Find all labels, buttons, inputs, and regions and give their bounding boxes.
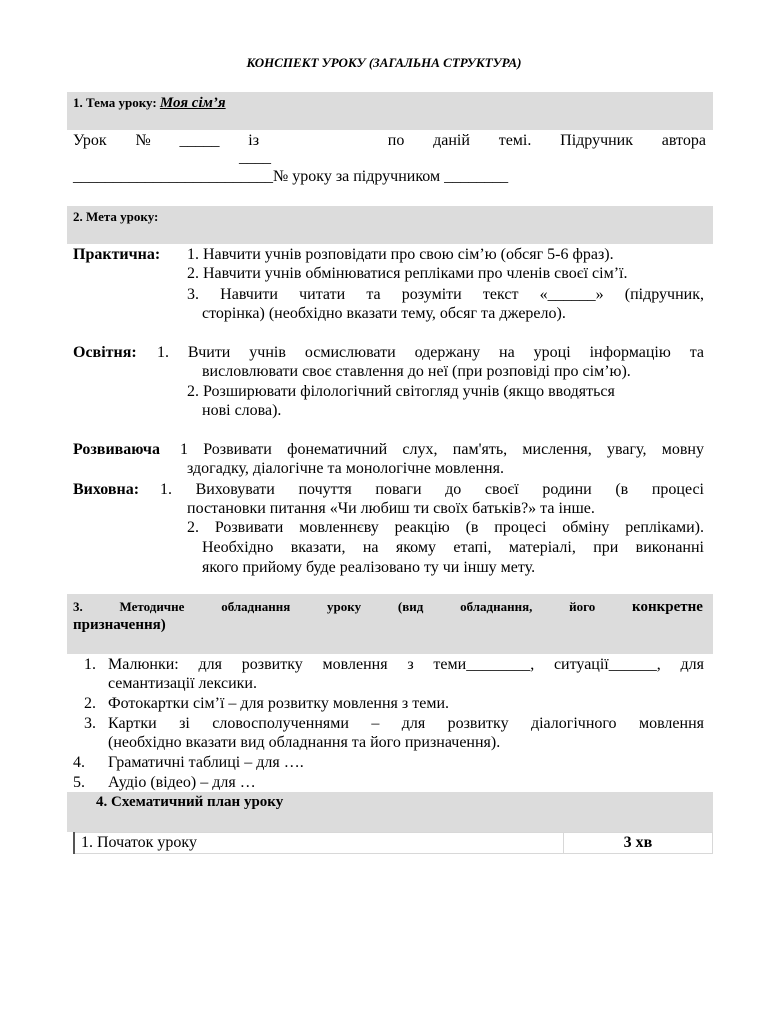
practical-item-2: 2. Навчити учнів обмінюватися репліками про членів своєї сім’ї. [187,265,628,282]
section-3-label-cont: призначення) [73,617,166,633]
practical-item-1: 1. Навчити учнів розповідати про свою сім’ю (обсяг 5-6 фраз). [187,246,614,263]
textbook-line: _________________________№ уроку за підручником ________ [73,168,509,185]
educational-item-1-cont: висловлювати своє ставлення до неї (при розповіді про сім’ю). [202,363,631,380]
section-2-header [67,206,713,244]
upbringing-item-1-cont: постановки питання «Чи любиш ти своїх батьків?» та інше. [187,500,595,517]
equipment-item-1-cont: семантизації лексики. [108,675,257,692]
section-4-label: 4. Схематичний план уроку [96,794,284,810]
equipment-item-3: Картки зі словосполученнями – для розвитку діалогічного мовлення [108,715,704,732]
upbringing-label: Виховна: [73,481,140,498]
equipment-item-3-cont: (необхідно вказати вид обладнання та його призначення). [108,734,501,751]
upbringing-item-2-cont: Необхідно вказати, на якому етапі, матеріалі, при виконанні [202,539,704,556]
equipment-item-1: Малюнки: для розвитку мовлення з теми________, ситуації______, для [108,656,704,673]
section-2-label: 2. Мета уроку: [73,209,159,224]
upbringing-item-1: 1. Виховувати почуття поваги до своєї родини (в процесі [160,481,704,498]
section-3-header: 3. Методичне обладнання уроку (вид обладнання, його конкретне призначення) [67,594,713,654]
lesson-blank: ____ [239,149,271,166]
page-title: КОНСПЕКТ УРОКУ (ЗАГАЛЬНА СТРУКТУРА) [246,55,522,70]
lesson-line: Урок № _____ із по даній темі. Підручник автора [73,132,706,149]
practical-item-3: 3. Навчити читати та розуміти текст «______» (підручник, [187,286,704,303]
educational-item-1: 1. Вчити учнів осмислювати одержану на уроці інформацію та [157,344,704,361]
equipment-num-2: 2. [84,695,96,712]
upbringing-item-2: 2. Розвивати мовленнєву реакцію (в процесі обміну репліками). [187,519,704,536]
section-1-label: 1. Тема уроку: [73,95,157,110]
equipment-item-4: Граматичні таблиці – для …. [108,754,304,771]
equipment-num-3: 3. [84,715,96,732]
lesson-plan-table [73,832,713,854]
section-1-header [67,92,713,130]
educational-item-2: 2. Розширювати філологічний світогляд учнів (якщо вводяться [187,383,615,400]
practical-label: Практична: [73,246,161,263]
equipment-num-4: 4. [73,754,85,771]
upbringing-item-2-end: якого прийому буде реалізовано ту чи іншу мету. [202,559,536,576]
developing-item-1: 1 Розвивати фонематичний слух, пам'ять, мислення, увагу, мовну [180,441,704,458]
educational-label: Освітня: [73,344,137,361]
section-4-header [67,792,713,832]
practical-item-3-cont: сторінка) (необхідно вказати тему, обсяг та джерело). [202,305,566,322]
equipment-item-2: Фотокартки сім’ї – для розвитку мовлення з теми. [108,695,450,712]
equipment-num-1: 1. [84,656,96,673]
developing-label: Розвиваюча [73,441,160,458]
equipment-item-5: Аудіо (відео) – для … [108,774,256,791]
lesson-topic: Моя сім’я [159,95,226,111]
plan-stage: 1. Початок уроку [74,833,564,854]
developing-item-1-cont: здогадку, діалогічне та монологічне мовлення. [187,460,504,477]
table-row [74,833,713,854]
plan-time: 3 хв [564,833,713,854]
equipment-num-5: 5. [73,774,85,791]
educational-item-2-cont: нові слова). [202,402,282,419]
